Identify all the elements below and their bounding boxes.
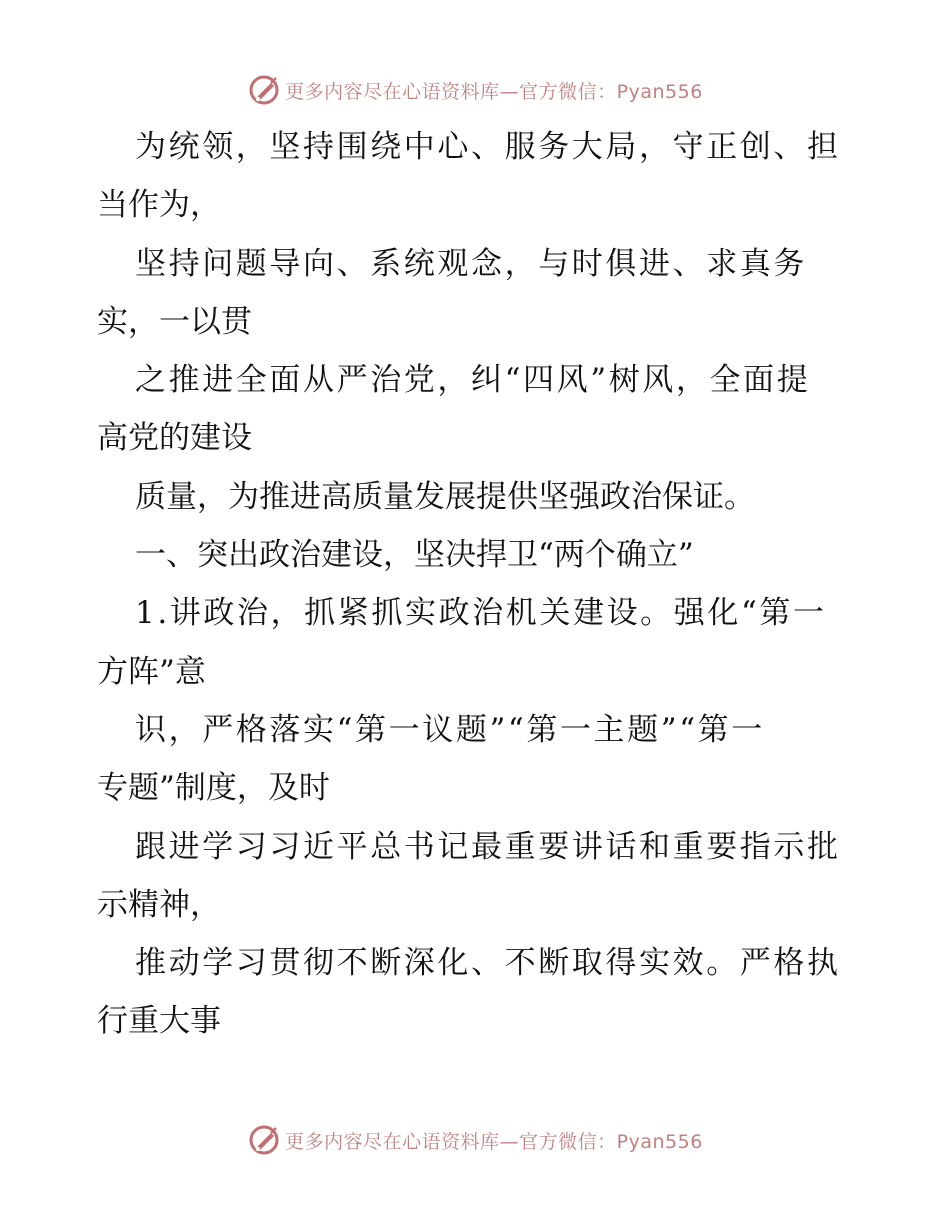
- text-line: 行重大事: [97, 1003, 221, 1040]
- text-line: 质量，为推进高质量发展提供坚强政治保证。: [135, 478, 755, 515]
- document-body: [97, 118, 857, 1051]
- footer-watermark-text: 更多内容尽在心语资料库—官方微信：Pyan556: [285, 1130, 703, 1153]
- text-line: 专题”制度，及时: [97, 770, 330, 807]
- text-line: 当作为，: [97, 187, 221, 224]
- header-watermark-banner: [0, 70, 950, 110]
- text-line: 高党的建设: [97, 420, 252, 457]
- text-line: 1.讲政治，抓紧抓实政治机关建设。强化“第一: [135, 595, 827, 632]
- pen-logo-icon: [247, 73, 281, 107]
- text-line: 识，严格落实“第一议题”“第一主题”“第一: [135, 711, 765, 748]
- text-line: 实，一以贯: [97, 303, 252, 340]
- text-line: 示精神，: [97, 886, 221, 923]
- pen-logo-icon: [247, 1123, 281, 1157]
- header-watermark-text: 更多内容尽在心语资料库—官方微信：Pyan556: [285, 80, 703, 103]
- text-line: 跟进学习习近平总书记最重要讲话和重要指示批: [135, 828, 841, 865]
- text-line: 为统领，坚持围绕中心、服务大局，守正创、担: [135, 129, 841, 165]
- footer-watermark-banner: [0, 1120, 950, 1160]
- section-heading: 一、突出政治建设，坚决捍卫“两个确立”: [135, 537, 694, 574]
- text-line: 之推进全面从严治党，纠“四风”树风，全面提: [135, 362, 811, 399]
- text-line: 坚持问题导向、系统观念，与时俱进、求真务: [135, 245, 807, 282]
- text-line: 方阵”意: [97, 653, 206, 690]
- text-line: 推动学习贯彻不断深化、不断取得实效。严格执: [135, 945, 841, 982]
